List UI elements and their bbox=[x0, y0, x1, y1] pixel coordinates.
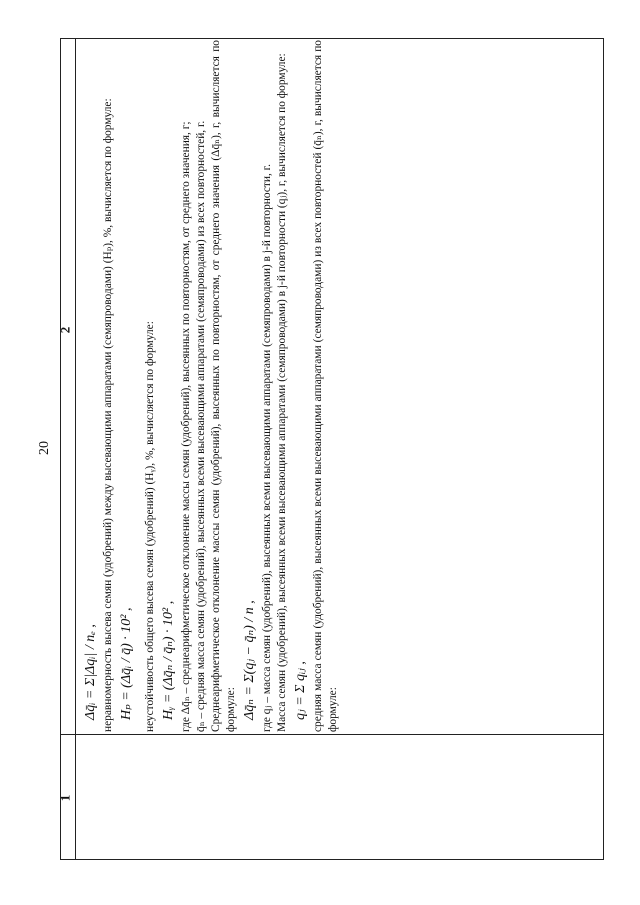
text-mass-j-definition: где qⱼ – масса семян (удобрений), высеянных всеми высевающими аппаратами (семяпроводами) в j-й повторности, г. bbox=[261, 164, 273, 732]
text-instability: неустойчивость общего высева семян (удобрений) (Hᵧ), %, вычисляется по формуле: bbox=[144, 321, 156, 732]
page-number: 20 bbox=[37, 441, 52, 455]
text-mean-mass-definition: q̄ₙ – средняя масса семян (удобрений), высеянных всеми высевающими аппаратами (семяпроводами) из всех повторностей, г. bbox=[195, 120, 207, 732]
formula-delta-q: Δq̄ᵢ = Σ|Δqᵢ| / nₑ , bbox=[83, 624, 98, 720]
header-divider bbox=[75, 38, 76, 860]
formula-qj: qⱼ = Σ qᵢⱼ , bbox=[293, 661, 308, 720]
table-cell-content bbox=[80, 40, 600, 732]
text-mass-j: Масса семян (удобрений), высеянных всеми высевающими аппаратами (семяпроводами) в j-й повторности (qⱼ), г, вычисляется по формуле: bbox=[276, 53, 288, 732]
column-number-2: 2 bbox=[57, 326, 73, 334]
formula-delta-qn: Δq̄ₙ = Σ(qⱼ − q̄ₙ) / n , bbox=[242, 600, 257, 720]
column-number-1: 1 bbox=[57, 794, 73, 802]
text-mean-deviation: Среднеарифметическое отклонение массы семян (удобрений), высеянных по повторностям, от среднего значения (Δq̄ₙ), г, вычисляется по формуле: bbox=[210, 40, 237, 732]
formula-hy: Hᵧ = (Δq̄ₙ / q̄ₙ) · 10² , bbox=[161, 600, 176, 720]
column-divider bbox=[60, 734, 604, 735]
text-nonuniformity: неравномерность высева семян (удобрений) между высевающими аппаратами (семяпроводами) (Hₚ), %, вычисляется по формуле: bbox=[102, 98, 114, 732]
text-mean-mass: средняя масса семян (удобрений), высеянных всеми высевающими аппаратами (семяпроводами) из всех повторностей (q̄ₙ), г, вычисляется по формуле: bbox=[312, 40, 339, 732]
text-deviation-definition: где Δq̄ₙ – среднеарифметическое отклонение массы семян (удобрений), высеянных по повторностям, от среднего значения, г; bbox=[180, 121, 192, 732]
formula-hp: Hₚ = (Δq̄ᵢ / q̄) · 10² , bbox=[119, 607, 134, 720]
